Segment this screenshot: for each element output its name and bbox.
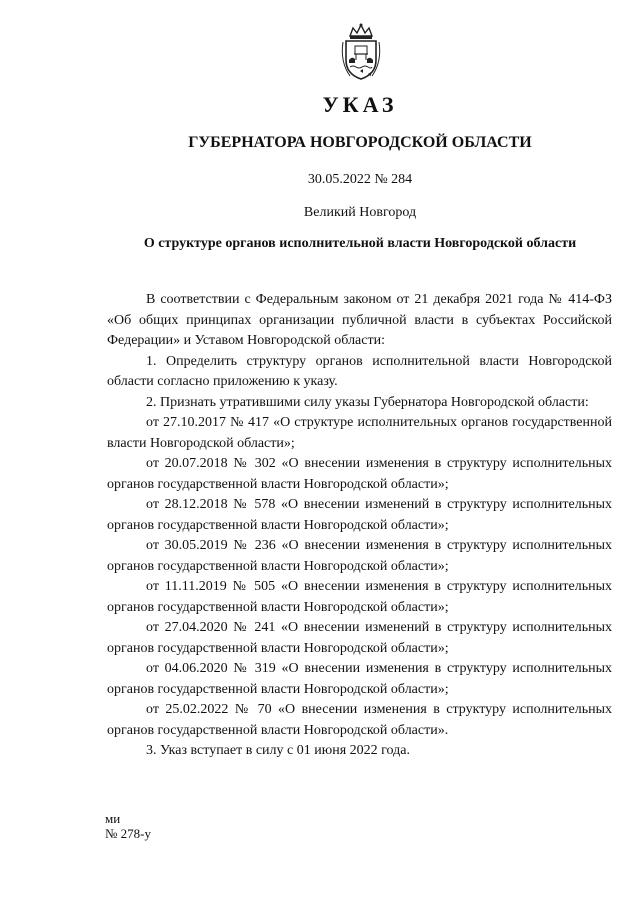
item-3: 3. Указ вступает в силу с 01 июня 2022 года. (146, 743, 410, 758)
document-title: УКАЗ (322, 92, 398, 117)
repealed-decree: от 11.11.2019 № 505 «О внесении изменения в структуру исполнительных органов государственной власти Новгородской области»; (107, 579, 612, 615)
item-1: 1. Определить структуру органов исполнительной власти Новгородской области согласно приложению к указу. (107, 353, 612, 389)
coat-of-arms-icon (338, 22, 384, 82)
document-subtitle: ГУБЕРНАТОРА НОВГОРОДСКОЙ ОБЛАСТИ (188, 134, 532, 151)
footer-reg-number: № 278-у (105, 826, 151, 841)
repealed-decree: от 28.12.2018 № 578 «О внесении изменений в структуру исполнительных органов государственной власти Новгородской области»; (107, 497, 612, 533)
repealed-decree: от 25.02.2022 № 70 «О внесении изменения в структуру исполнительных органов государственной власти Новгородской области». (107, 702, 612, 738)
footer-initials: ми (105, 811, 121, 826)
repealed-decree: от 27.04.2020 № 241 «О внесении изменений в структуру исполнительных органов государственной власти Новгородской области»; (107, 620, 612, 656)
item-2: 2. Признать утратившими силу указы Губернатора Новгородской области: (146, 394, 589, 410)
preamble: В соответствии с Федеральным законом от 21 декабря 2021 года № 414-ФЗ «Об общих принципах организации публичной власти в субъектах Российской Федерации» и Уставом Новгородской области: (107, 292, 612, 348)
decree-heading: О структуре органов исполнительной власти Новгородской области (143, 236, 577, 251)
decree-body (107, 290, 612, 762)
repealed-decree: от 27.10.2017 № 417 «О структуре исполнительных органов государственной власти Новгородской области»; (107, 415, 612, 451)
repealed-decree: от 04.06.2020 № 319 «О внесении изменения в структуру исполнительных органов государственной власти Новгородской области»; (107, 661, 612, 697)
city: Великий Новгород (303, 205, 417, 220)
date-number: 30.05.2022 № 284 (307, 172, 413, 187)
repealed-decree: от 30.05.2019 № 236 «О внесении изменения в структуру исполнительных органов государственной власти Новгородской области»; (107, 538, 612, 574)
footer-note (105, 811, 151, 841)
repealed-decree: от 20.07.2018 № 302 «О внесении изменения в структуру исполнительных органов государственной власти Новгородской области»; (107, 456, 612, 492)
